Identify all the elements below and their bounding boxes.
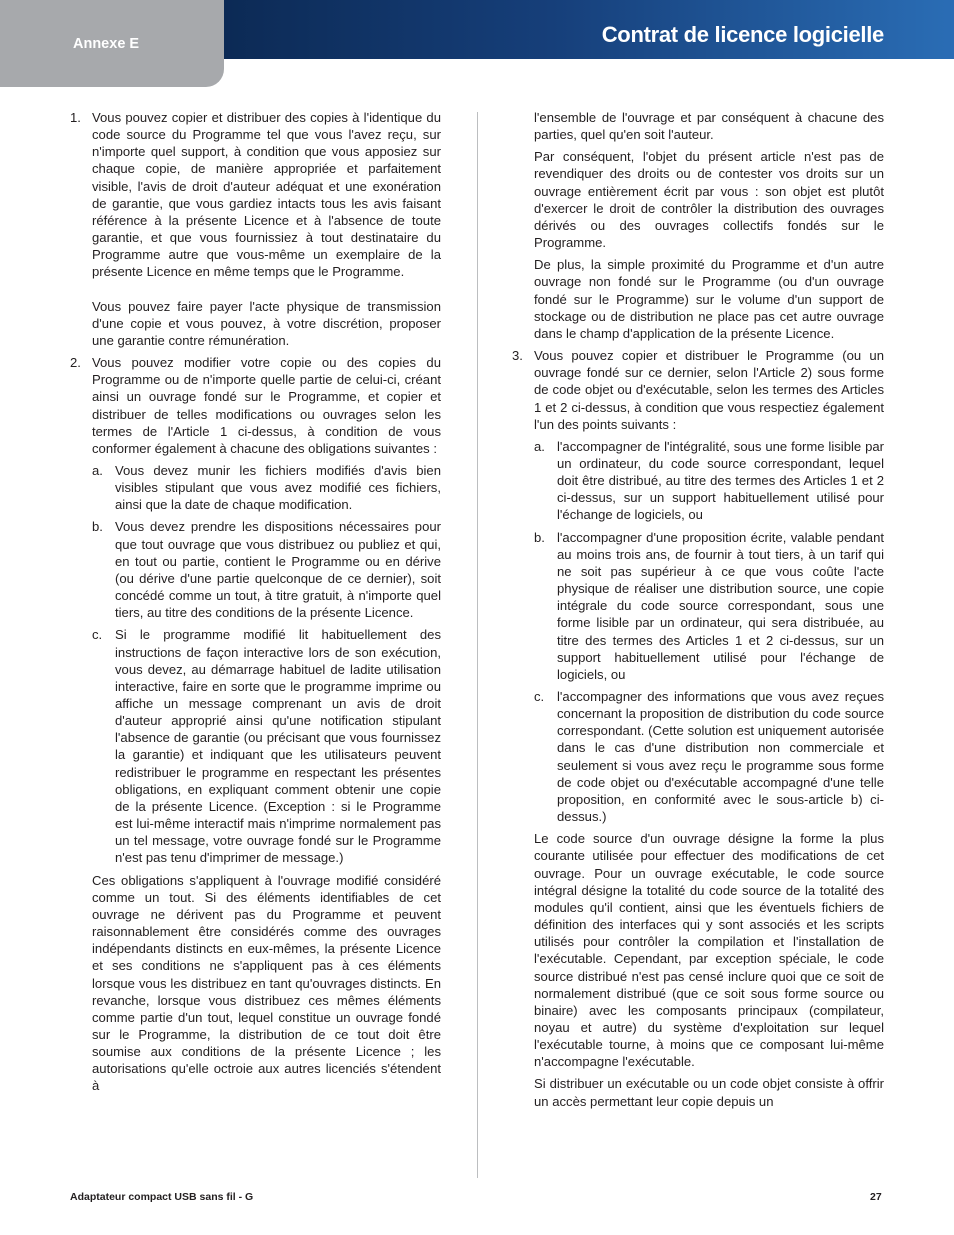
header-banner [224, 0, 954, 59]
page-number: 27 [870, 1191, 882, 1203]
page-title: Contrat de licence logicielle [601, 22, 884, 47]
sub-text: Si le programme modifié lit habituellement des instructions de façon interactive lors de son exécution, vous devez, au démarrage habituel de ladite utilisation interactive, faire en sorte que le programme imprime ou affiche un message comprenant un avis de droit d'auteur approprié ainsi qu'une notification stipulant l'absence de garantie (ou précisant que vous fournissez la garantie) et indiquant que les utilisateurs peuvent redistribuer le programme en respectant les présentes obligations, en expliquant comment obtenir une copie de la présente Licence. (Exception : si le Programme est lui-même interactif mais n'imprime normalement pas un tel message, votre ouvrage fondé sur le Programme n'est pas tenu d'imprimer de message.) [115, 627, 441, 866]
column-divider [477, 112, 478, 1178]
paragraph: Ces obligations s'appliquent à l'ouvrage modifié considéré comme un tout. Si des éléments identifiables de cet ouvrage ne dérivent pas du Programme et peuvent raisonnablement être considérés comme des ouvrages indépendants distincts en eux-mêmes, la présente Licence et ses conditions ne s'appliquent pas à ces éléments lorsque vous les distribuez en tant qu'ouvrages distincts. En revanche, lorsque vous distribuez ces mêmes éléments comme partie d'un tout, lequel constitue un ouvrage fondé sur le Programme, la distribution de ce tout doit être soumise aux conditions de la présente Licence ; les autorisations qu'elle octroie aux autres licenciés s'étendent à [92, 872, 441, 1094]
chapter-label: Annexe E [73, 36, 140, 52]
paragraph: Vous pouvez copier et distribuer des copies à l'identique du code source du Programme tel que vous l'avez reçu, sur n'importe quel support, à condition que vous apposiez sur chaque copie, de manière appropriée et parfaitement visible, l'avis de droit d'auteur adéquat et une exonération de garantie, que vous gardiez intacts tous les avis faisant référence à la présente Licence et à l'absence de toute garantie, et que vous fournissiez à tout destinataire du Programme autre que vous-même un exemplaire de la présente Licence en même temps que le Programme. [92, 110, 441, 280]
sub-item-b [92, 518, 441, 621]
list-item-2 [70, 354, 441, 1095]
sub-label: a. [534, 438, 545, 454]
sub-text: l'accompagner d'une proposition écrite, valable pendant au moins trois ans, de fournir à tout tiers, à un tarif qui ne soit pas supérieur à ce que vous coûte l'acte physique de réaliser une distribution source, une copie intégrale du code source correspondant, sous une forme lisible par un ordinateur, qui sera distribuée, au titre des termes des Articles 1 et 2 ci-dessus, sur un support habituellement utilisé pour l'échange de logiciels, ou [557, 529, 884, 682]
paragraph: De plus, la simple proximité du Programme et d'un autre ouvrage non fondé sur le Programme (ou d'un ouvrage fondé sur le Programme) sur le volume d'un support de stockage ou de distribution ne place pas cet autre ouvrage dans le champ d'application de la présente Licence. [534, 257, 884, 341]
footer-product-name: Adaptateur compact USB sans fil - G [70, 1191, 254, 1203]
sub-text: Vous devez prendre les dispositions nécessaires pour que tout ouvrage que vous distribuez ou publiez et qui, en tout ou partie, contient le Programme ou en dérive (ou dérive d'une partie quelconque de ce dernier), soit concédé comme un tout, à titre gratuit, à n'importe quel tiers, au titre des conditions de la présente Licence. [115, 519, 441, 621]
paragraph: Le code source d'un ouvrage désigne la forme la plus courante utilisée pour effectuer des modifications de cet ouvrage. Pour un ouvrage exécutable, le code source intégral désigne la totalité du code source de la totalité des modules qu'il contient, ainsi que les éventuels fichiers de définition des interfaces qui y sont associés et les scripts utilisés pour contrôler la compilation et l'installation de l'exécutable. Cependant, par exception spéciale, le code source distribué n'est pas censé inclure quoi que ce soit de normalement distribué (que ce soit sous forme source ou binaire) avec les composants principaux (compilateur, noyau et autre) du système d'exploitation sur lequel l'exécutable tourne, à moins que ce composant lui-même n'accompagne l'exécutable. [534, 831, 884, 1070]
paragraph: Si distribuer un exécutable ou un code objet consiste à offrir un accès permettant leur copie depuis un [534, 1076, 884, 1109]
sub-text: l'accompagner de l'intégralité, sous une forme lisible par un ordinateur, du code source correspondant, lequel doit être distribué, au titre des termes des Articles 1 et 2 ci-dessus, sur un support habituellement utilisé pour l'échange de logiciels, ou [557, 438, 884, 523]
sub-item-a [92, 462, 441, 513]
sub-item-c [534, 688, 884, 825]
paragraph: l'ensemble de l'ouvrage et par conséquent à chacune des parties, quel qu'en soit l'auteur. [534, 110, 884, 143]
sub-label: c. [92, 627, 103, 643]
list-item-3 [512, 347, 884, 1110]
list-number: 3. [512, 348, 523, 364]
paragraph: Par conséquent, l'objet du présent article n'est pas de revendiquer des droits ou de contester vos droits sur un ouvrage entièrement écrit par vous : son objet est plutôt d'exercer le droit de contrôler la distribution des ouvrages dérivés ou des ouvrages collectifs fondés sur le Programme. [534, 149, 884, 251]
sub-item-a [534, 438, 884, 524]
sub-label: c. [534, 689, 545, 704]
sub-item-c [92, 626, 441, 866]
paragraph: Vous pouvez copier et distribuer le Programme (ou un ouvrage fondé sur ce dernier, selon l'Article 2) sous forme de code objet ou d'exécutable, selon les termes des Articles 1 et 2 ci-dessus, à condition que vous respectiez également l'un des points suivants : [534, 348, 884, 432]
paragraph: Vous pouvez faire payer l'acte physique de transmission d'une copie et vous pouvez, à votre discrétion, proposer une garantie contre rémunération. [92, 298, 441, 348]
paragraph: Vous pouvez modifier votre copie ou des copies du Programme ou de n'importe quelle partie de celui-ci, créant ainsi un ouvrage fondé sur le Programme, et copier et distribuer de telles modifications ou ouvrages selon les termes de l'Article 1 ci-dessus, à condition de vous conformer également à chacune des obligations suivantes : [92, 355, 441, 456]
list-number: 2. [70, 355, 81, 371]
sub-text: l'accompagner des informations que vous avez reçues concernant la proposition de distribution du code source correspondant. (Cette solution est uniquement autorisée dans le cas d'une distribution non commerciale et seulement si vous avez reçu le programme sous forme de code objet ou d'exécutable accompagné d'une telle proposition, en conformité avec le sous-article b) ci-dessus.) [557, 689, 884, 825]
sub-label: a. [92, 462, 103, 478]
chapter-tab [0, 0, 224, 87]
sub-item-b [534, 529, 884, 683]
sub-text: Vous devez munir les fichiers modifiés d'avis bien visibles stipulant que vous avez modifié ces fichiers, ainsi que la date de chaque modification. [115, 462, 441, 513]
list-item-1 [70, 109, 441, 349]
right-column [512, 109, 884, 1115]
sub-label: b. [92, 519, 103, 535]
list-number: 1. [70, 110, 81, 125]
left-column [70, 109, 441, 1100]
sub-label: b. [534, 529, 545, 545]
